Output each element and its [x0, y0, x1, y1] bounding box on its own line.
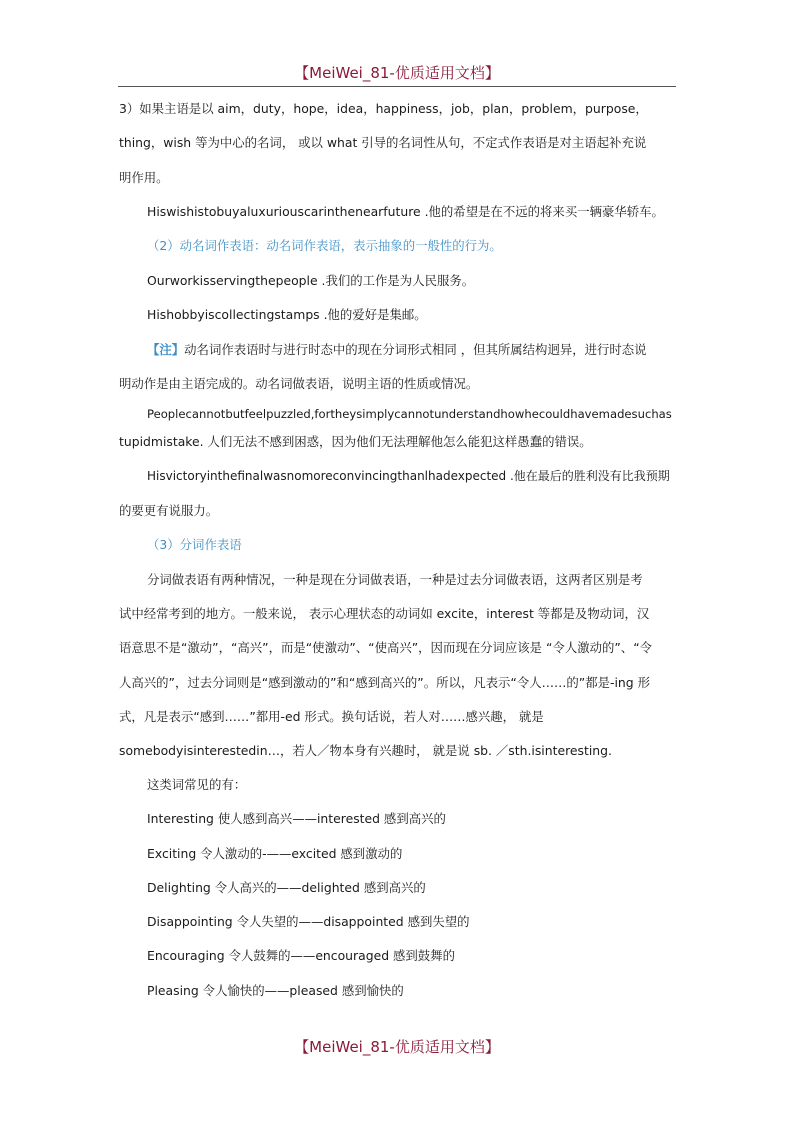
text-line: Ourworkisservingthepeople .我们的工作是为人民服务。	[147, 273, 475, 288]
page-header: 【MeiWei_81-优质适用文档】	[294, 64, 500, 82]
text-line: 这类词常见的有：	[147, 777, 247, 792]
list-item: Delighting 令人高兴的——delighted 感到高兴的	[147, 880, 426, 895]
text-line: Hishobbyiscollectingstamps .他的爱好是集邮。	[147, 307, 427, 322]
list-item: Encouraging 令人鼓舞的——encouraged 感到鼓舞的	[147, 948, 455, 963]
text-line: Hisvictoryinthefinalwasnomoreconvincingthanlhadexpected .他在最后的胜利没有比我预期	[147, 469, 670, 483]
header-divider	[118, 86, 676, 87]
text-line: 3）如果主语是以 aim，duty，hope，idea，happiness，job，plan，problem，purpose，	[119, 101, 648, 116]
text-line: 分词做表语有两种情况，一种是现在分词做表语，一种是过去分词做表语，这两者区别是考	[147, 572, 643, 587]
text-line: 式，凡是表示“感到……”都用-ed 形式。换句话说，若人对……感兴趣， 就是	[119, 709, 544, 724]
list-item: Exciting 令人激动的-——excited 感到激动的	[147, 846, 403, 861]
text-line: Hiswishistobuyaluxuriouscarinthenearfuture .他的希望是在不远的将来买一辆豪华轿车。	[147, 204, 664, 219]
note-tag: 【注】	[147, 342, 185, 357]
text-line: Peoplecannotbutfeelpuzzled,fortheysimplycannotunderstandhowhecouldhavemadesuchas	[147, 407, 672, 421]
section-heading: （2）动名词作表语：动名词作表语，表示抽象的一般性的行为。	[147, 238, 502, 253]
note-text: 动名词作表语时与进行时态中的现在分词形式相同 ，但其所属结构迥异，进行时态说	[184, 342, 647, 357]
list-item: Disappointing 令人失望的——disappointed 感到失望的	[147, 914, 470, 929]
list-item: Interesting 使人感到高兴——interested 感到高兴的	[147, 811, 446, 826]
text-line: 人高兴的”，过去分词则是“感到激动的”和“感到高兴的”。所以，凡表示“令人……的”都是-ing 形	[119, 675, 650, 690]
text-line: tupidmistake. 人们无法不感到困惑，因为他们无法理解他怎么能犯这样愚蠢的错误。	[119, 434, 592, 449]
note-line	[147, 342, 647, 358]
list-item: Pleasing 令人愉快的——pleased 感到愉快的	[147, 983, 404, 998]
text-line: 明作用。	[119, 170, 169, 185]
text-line: somebodyisinterestedin…，若人／物本身有兴趣时， 就是说 sb. ／sth.isinteresting.	[119, 743, 612, 758]
text-line: thing，wish 等为中心的名词， 或以 what 引导的名词性从句，不定式作表语是对主语起补充说	[119, 135, 647, 150]
page-footer: 【MeiWei_81-优质适用文档】	[294, 1038, 500, 1056]
text-line: 明动作是由主语完成的。动名词做表语，说明主语的性质或情况。	[119, 376, 479, 391]
text-line: 语意思不是“激动”，“高兴”，而是“使激动”、“使高兴”，因而现在分词应该是 “令人激动的”、“令	[119, 640, 653, 655]
text-line: 的要更有说服力。	[119, 503, 219, 518]
section-heading: （3）分词作表语	[147, 537, 242, 552]
text-line: 试中经常考到的地方。一般来说， 表示心理状态的动词如 excite，interest 等都是及物动词，汉	[119, 606, 650, 621]
